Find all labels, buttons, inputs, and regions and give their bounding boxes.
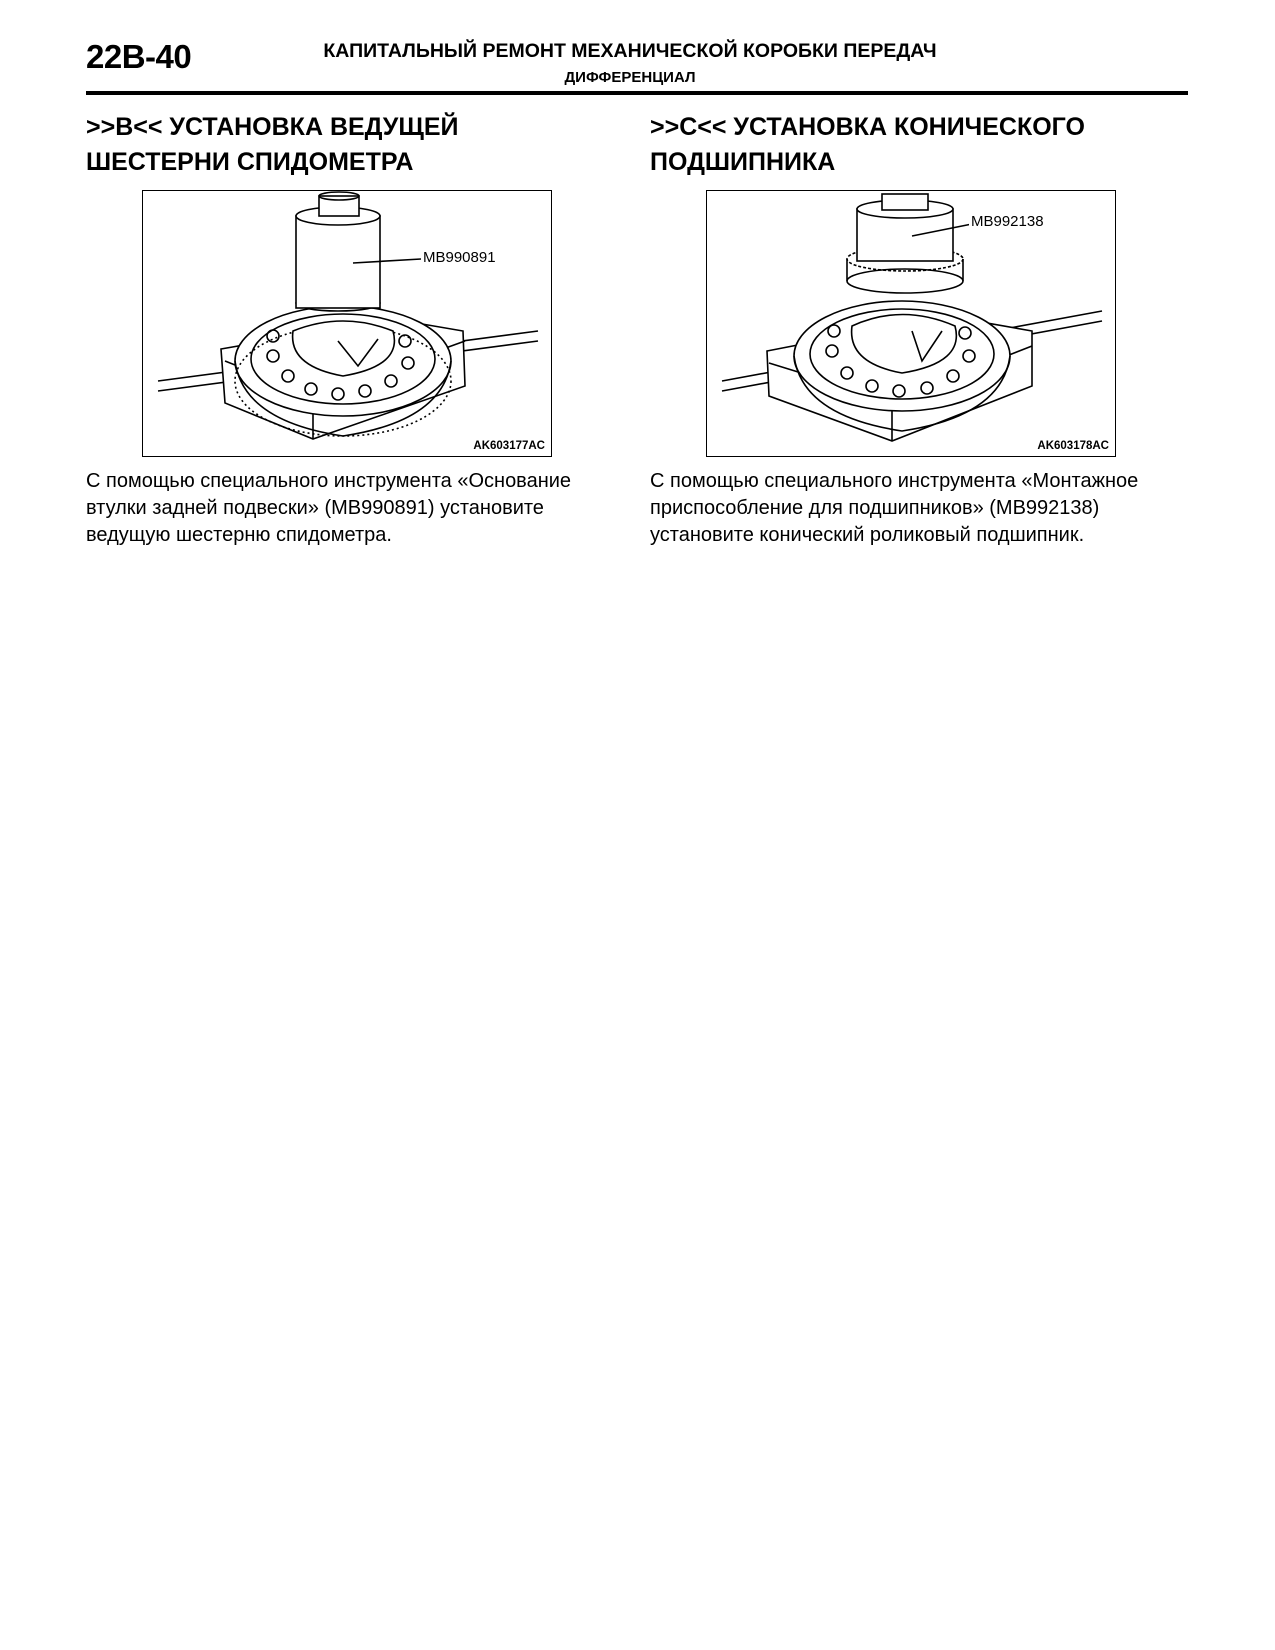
gear-press-tool-illustration-icon: [143, 191, 550, 455]
section-tapered-bearing: [650, 110, 1190, 546]
header-rule: [86, 91, 1188, 95]
header-title: КАПИТАЛЬНЫЙ РЕМОНТ МЕХАНИЧЕСКОЙ КОРОБКИ ПЕРЕДАЧ: [323, 40, 937, 62]
header-subtitle: ДИФФЕРЕНЦИАЛ: [564, 69, 696, 86]
figure-code: AK603178AC: [1037, 440, 1109, 452]
section-heading: [86, 110, 626, 180]
section-heading-line1: >>B<< УСТАНОВКА ВЕДУЩЕЙ: [86, 113, 459, 141]
figure-code: AK603177AC: [473, 440, 545, 452]
section-speedometer-gear: [86, 110, 626, 546]
page-number: 22B-40: [86, 38, 192, 75]
section-body: С помощью специального инструмента «Основание втулки задней подвески» (MB990891) установите ведущую шестерню спидометра.: [86, 470, 572, 546]
section-heading-line2: ПОДШИПНИКА: [650, 148, 836, 176]
section-heading: [650, 110, 1190, 180]
section-body: С помощью специального инструмента «Монтажное приспособление для подшипников» (MB992138) установите конический роликовый подшипник.: [650, 470, 1139, 546]
figure-speedometer-gear: [142, 190, 552, 457]
figure-callout: MB990891: [423, 249, 496, 266]
section-heading-line2: ШЕСТЕРНИ СПИДОМЕТРА: [86, 148, 414, 176]
bearing-installer-illustration-icon: [707, 191, 1114, 455]
figure-callout: MB992138: [971, 213, 1044, 230]
figure-tapered-bearing: [706, 190, 1116, 457]
section-heading-line1: >>C<< УСТАНОВКА КОНИЧЕСКОГО: [650, 113, 1085, 141]
